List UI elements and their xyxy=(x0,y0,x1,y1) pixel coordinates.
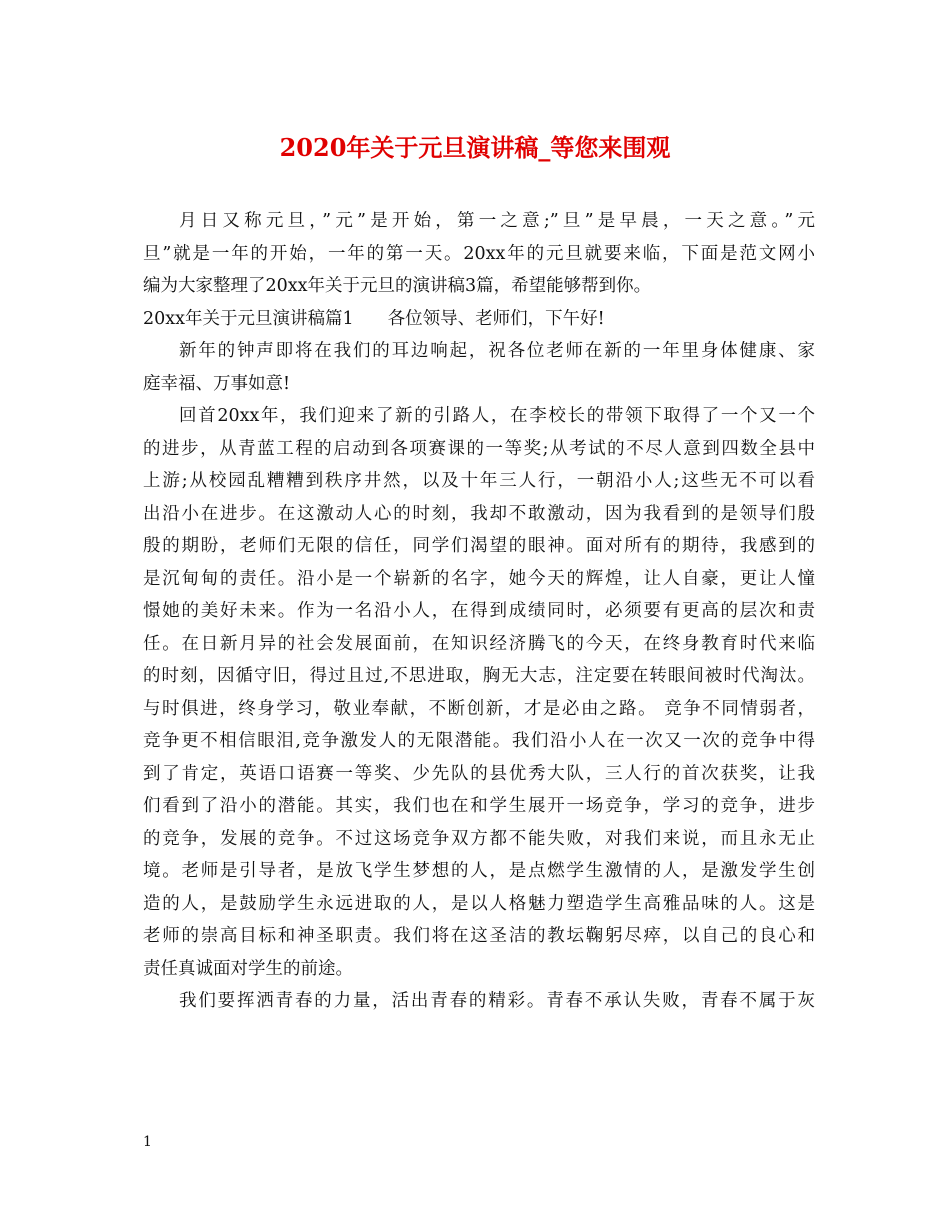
paragraph-2 xyxy=(143,400,815,985)
text-line: 编为大家整理了20xx年关于元旦的演讲稿3篇，希望能够帮到你。 xyxy=(143,276,652,296)
text-line: 们看到了沿小的潜能。其实，我们也在和学生展开一场竞争，学习的竞争，进步 xyxy=(143,796,815,816)
text-line: 的时刻，因循守旧，得过且过,不思进取，胸无大志，注定要在转眼间被时代淘汰。 xyxy=(143,666,815,686)
text-line: 新年的钟声即将在我们的耳边响起，祝各位老师在新的一年里身体健康、家 xyxy=(179,341,815,361)
greeting: 各位领导、老师们，下午好! xyxy=(387,308,605,329)
text-line: 境。老师是引导者，是放飞学生梦想的人，是点燃学生激情的人，是激发学生创 xyxy=(143,861,815,881)
text-line: 到了肯定，英语口语赛一等奖、少先队的县优秀大队，三人行的首次获奖，让我 xyxy=(143,763,815,784)
paragraph-1 xyxy=(143,335,815,400)
page-number: 1 xyxy=(143,1134,152,1150)
text-line: 责任真诚面对学生的前途。 xyxy=(143,958,353,979)
intro-paragraph xyxy=(143,205,815,303)
text-line: 造的人，是鼓励学生永远进取的人，是以人格魅力塑造学生高雅品味的人。这是 xyxy=(143,893,815,914)
text-line: 上游;从校园乱糟糟到秩序井然，以及十年三人行，一朝沿小人;这些无不可以看 xyxy=(143,471,815,491)
text-line: 竞争更不相信眼泪,竞争激发人的无限潜能。我们沿小人在一次又一次的竞争中得 xyxy=(143,731,815,751)
text-line: 殷的期盼，老师们无限的信任，同学们渴望的眼神。面对所有的期待，我感到的 xyxy=(143,536,815,556)
text-line: 与时俱进，终身学习，敬业奉献，不断创新，才是必由之路。 竞争不同情弱者， xyxy=(143,698,815,719)
text-line: 月日又称元旦，”元”是开始，第一之意;”旦”是早晨，一天之意。”元 xyxy=(179,211,815,231)
text-line: 旦”就是一年的开始，一年的第一天。20xx年的元旦就要来临，下面是范文网小 xyxy=(143,243,815,264)
text-line: 的竞争，发展的竞争。不过这场竞争双方都不能失败，对我们来说，而且永无止 xyxy=(143,828,815,849)
text-line: 憬她的美好未来。作为一名沿小人，在得到成绩同时，必须要有更高的层次和责 xyxy=(143,601,815,621)
text-line: 出沿小在进步。在这激动人心的时刻，我却不敢激动，因为我看到的是领导们殷 xyxy=(143,503,815,524)
text-line: 我们要挥洒青春的力量，活出青春的精彩。青春不承认失败，青春不属于灰 xyxy=(179,991,815,1011)
section-heading: 20xx年关于元旦演讲稿篇1 xyxy=(143,308,354,329)
text-line: 任。在日新月异的社会发展面前，在知识经济腾飞的今天，在终身教育时代来临 xyxy=(143,633,815,654)
text-line: 庭幸福、万事如意! xyxy=(143,373,291,394)
document-body xyxy=(143,205,815,1018)
paragraph-3 xyxy=(143,985,815,1018)
section-heading-row xyxy=(143,303,815,336)
heading-line xyxy=(143,303,815,336)
text-line: 老师的崇高目标和神圣职责。我们将在这圣洁的教坛鞠躬尽瘁，以自己的良心和 xyxy=(143,926,815,946)
text-line: 是沉甸甸的责任。沿小是一个崭新的名字，她今天的辉煌，让人自豪，更让人憧 xyxy=(143,568,815,589)
text-line: 回首20xx年，我们迎来了新的引路人，在李校长的带领下取得了一个又一个 xyxy=(179,406,815,426)
text-line: 的进步，从青蓝工程的启动到各项赛课的一等奖;从考试的不尽人意到四数全县中 xyxy=(143,438,815,459)
document-title: 2020年关于元旦演讲稿_等您来围观 xyxy=(279,133,671,162)
